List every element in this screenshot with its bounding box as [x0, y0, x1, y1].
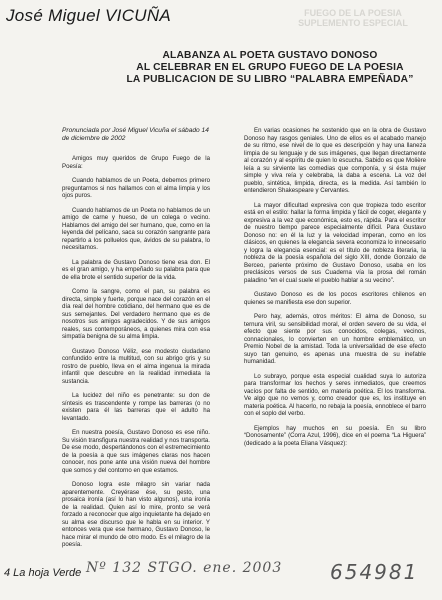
paragraph: Pero hay, además, otros méritos: El alma de Donoso, su ternura viril, su sensibilidad moral, el orden severo de su vida, el efecto que siente por sus conocidos, colegas, vecinos, connacionales, lo convierten en un hombre emblemático, un Premio Nobel de la amistad. Toda la universalidad de ese efecto suyo tan genuino, es apenas una muestra de su inefable humanidad.	[244, 313, 426, 365]
paragraph: En varias ocasiones he sostenido que en la obra de Gustavo Donoso hay rasgos geniales. Uno de ellos es el acabado manejo de su ritmo, ese nivel de lo que es descripción y hay una llaneza limpia de su lenguaje y de sus imágenes, que llegan directamente al corazón y al espíritu de quien lo escucha. Sabido es que Molière leía a su sirviente las comedias que componía, y si ésta mujer simple y viva reía y celebraba, la daba a escena. La voz del pueblo, sintética, limpida, directa, es la medida. Así también lo entendieron Shakespeare y Cervantes.	[244, 127, 426, 194]
title-line: AL CELEBRAR EN EL GRUPO FUEGO DE LA POESIA	[136, 62, 404, 73]
article-title	[120, 50, 420, 86]
paragraph: La lucidez del niño es penetrante: su don de síntesis es trascendente y rompe las barreras (o no existen para él las barreras que el adulto ha levantado.	[62, 392, 210, 422]
faded-show-through-text: FUEGO DE LA POESIA SUPLEMENTO ESPECIAL	[298, 8, 408, 28]
pronounced-note: Pronunciada por José Miguel Vicuña el sábado 14 de diciembre de 2002	[62, 127, 209, 142]
catalog-number: 654981	[330, 560, 419, 584]
handwritten-note: Nº 132 STGO. ene. 2003	[86, 560, 283, 576]
paragraph: La palabra de Gustavo Donoso tiene esa don. El es el gran amigo, y ha empeñado su palabra para que de ella brote el sentido superior de la vida.	[62, 258, 210, 281]
paragraph: Ejemplos hay muchos en su poesía. En su libro “Donosamente” (Corra Azul, 1996), dice en el poema “La Higuera” (dedicado a la poeta Eliana Vásquez):	[244, 424, 426, 447]
paragraph: Cuando hablamos de un Poeta, debemos primero preguntarnos si nos hallamos con el alma limpia y los ojos puros.	[62, 177, 210, 199]
author-name: José Miguel VICUÑA	[6, 6, 172, 25]
paragraph: Amigos muy queridos de Grupo Fuego de la Poesía:	[62, 155, 210, 170]
paragraph: Gustavo Donoso Véliz, ese modesto ciudadano confundido entre la multitud, con su abrigo gris y su rostro de pueblo, lleva en el alma ingenua la mirada infantil que descubre en la realidad inmediata la sustancia.	[62, 347, 210, 385]
paragraph: En nuestra poesía, Gustavo Donoso es ese niño. Su visión transfigura nuestra realidad y nos transporta. De ese modo, despertándonos con el estremecimiento de la poesía a que sus imágenes claras nos hacen conocer, nos pone ante una visión nueva del hombre que somos y del contorno en que estamos.	[62, 429, 210, 474]
left-column	[62, 155, 210, 556]
paragraph: Gustavo Donoso es de los pocos escritores chilenos en quienes se manifiesta ese don superior.	[244, 291, 426, 306]
paragraph: Donoso logra este milagro sin variar nada aparentemente. Creyérase ése, su gesto, una prosaica ironía (así lo han visto algunos), una ironía de la realidad. Quien así lo mire, pronto se verá forzado a reconocer que algo inquietante ha dejado en su alma ese discurso que le habla en su interior. Y entonces vera que ese hermano, Gustavo Donoso, le hace mirar el mundo de otro modo. Es el milagro de la poesía.	[62, 481, 210, 548]
paragraph: Lo subrayo, porque esta especial cualidad suya lo autoriza para transformar los hechos y seres inmediatos, que creemos vacíos por falta de sentido, en materia poética. El los transforma. Ve algo que no vemos y, como creador que es, los instituye en materia poética. Al hacerlo, no rebaja la poesía, ennoblece el barro con el soplo del verbo.	[244, 372, 426, 417]
paragraph: Cuando hablamos de un Poeta no hablamos de un amigo de carne y hueso, de un colega o vecino. Hablamos del amigo del ser humano, que, como en la leyenda del pelícano, saca su corazón sangrante para repartirlo a los polluelos que, ávidos de su palabra, lo necesitamos.	[62, 206, 210, 251]
right-column	[244, 127, 426, 454]
title-line: LA PUBLICACION DE SU LIBRO “PALABRA EMPEÑADA”	[126, 74, 414, 85]
paragraph: Como la sangre, como el pan, su palabra es directa, simple y fuerte, porque nace del corazón en el día real del hombre cotidiano, del hermano que es de sus semejantes. Del verdadero hermano que es de nosotros sus amigos agradecidos. Y de sus amigos reales, sus contemporáneos, a quienes mira con esa simpatía benigna de su alma limpia.	[62, 288, 210, 340]
paragraph: La mayor dificultad expresiva con que tropieza todo escritor está en el estilo: hallar la forma limpida y fácil de coger, elegante y expresiva a la vez que económica, esto es, rápida. Para el escritor de nuestro tiempo parece especialmente difícil. Para Gustavo Donoso no: en él la luz y la velocidad imperan, como en los clásicos, en quienes la elegancia severa economiza lo innecesario y logra la elegancia esencial: es el título de nobleza literaria, la nobleza de la poesía española del siglo XIII, donde Gonzalo de Berceo, pariente próximo de Gustavo Donoso, usaba en los preclásicos versos de sus Cuaderna vía la prosa del román paladino “en el cual suele el pueblo hablar a su vecino”.	[244, 201, 426, 284]
title-line: ALABANZA AL POETA GUSTAVO DONOSO	[162, 50, 378, 61]
page-footer: 4 La hoja Verde	[4, 567, 82, 579]
